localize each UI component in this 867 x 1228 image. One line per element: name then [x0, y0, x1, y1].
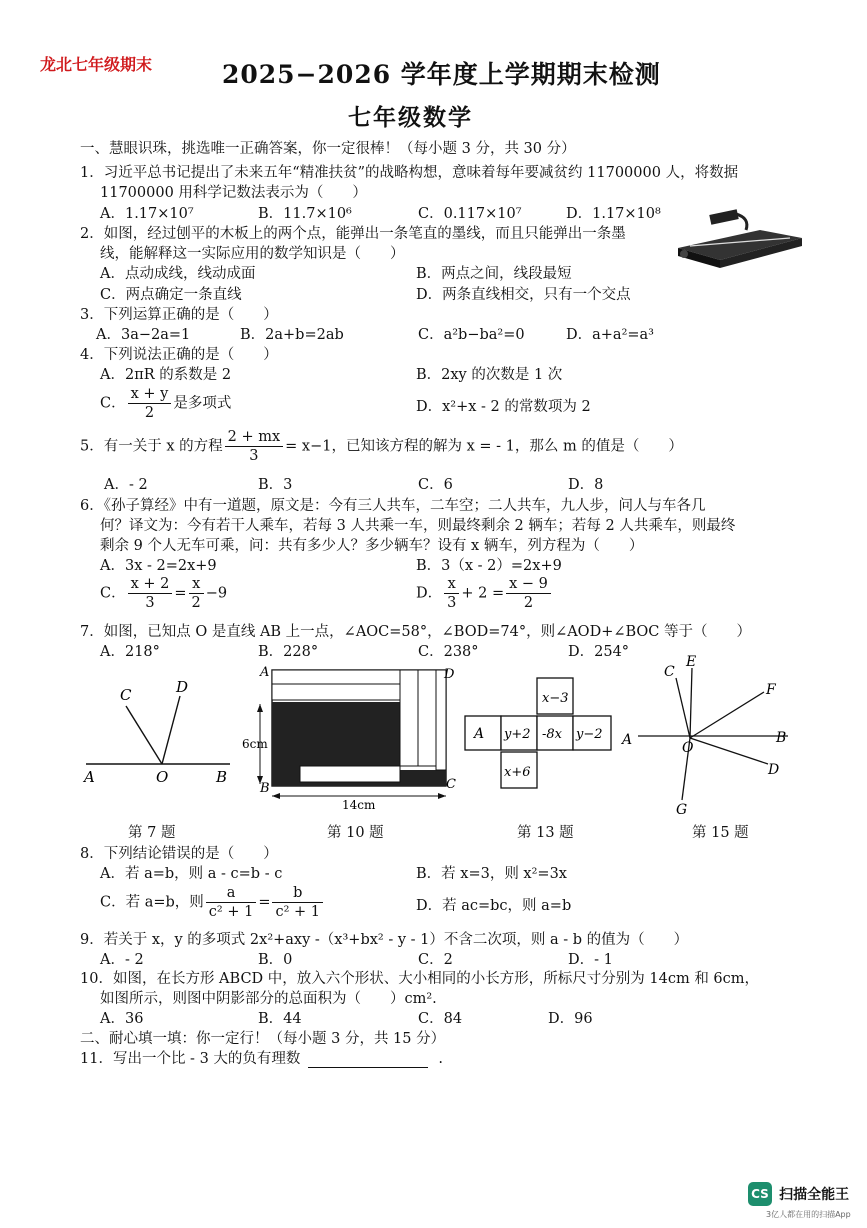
q3-option-b: B．2a+b=2ab: [240, 327, 344, 343]
q6-line2: 何？译文为：今有若干人乘车，若每 3 人共乘一车，则最终剩余 2 辆车；若每 2 人共乘车，则最终: [100, 518, 736, 534]
q2-line1: 2．如图，经过刨平的木板上的两个点，能弹出一条笔直的墨线，而且只能弹出一条墨: [80, 226, 626, 242]
fig15-label-f: F: [766, 682, 776, 698]
q6-option-a: A．3x - 2=2x+9: [100, 558, 217, 574]
q10-option-b: B．44: [258, 1011, 302, 1027]
q2-option-c: C．两点确定一条直线: [100, 287, 242, 303]
q4-stem: 4．下列说法正确的是（ ）: [80, 347, 278, 363]
q9-option-b: B．0: [258, 952, 293, 968]
fig15-label-d: D: [768, 762, 780, 778]
fig10-label-14cm: 14cm: [342, 798, 376, 812]
page-subtitle: 七年级数学: [348, 104, 473, 131]
q9-option-d: D．- 1: [568, 952, 613, 968]
q10-line2: 如图所示，则图中阴影部分的总面积为（ ）cm².: [100, 991, 437, 1007]
ink-line-board-illustration: [670, 208, 810, 270]
fig10-label-b: B: [260, 781, 270, 796]
q5-option-d: D．8: [568, 477, 604, 493]
fig10-label-d: D: [444, 667, 455, 682]
q3-option-c: C．a²b−ba²=0: [418, 327, 525, 343]
q8-option-d: D．若 ac=bc，则 a=b: [416, 898, 572, 914]
fig10-label-6cm: 6cm: [242, 737, 268, 751]
q6-line1: 6．《孙子算经》中有一道题，原文是：今有三人共车，二车空；二人共车，九人步，问人与车各几: [80, 498, 706, 514]
fig10-label-c: C: [446, 777, 456, 792]
q10-option-a: A．36: [100, 1011, 144, 1027]
q1-line2: 11700000 用科学记数法表示为（ ）: [100, 185, 367, 201]
q11: 11．写出一个比 - 3 大的负有理数 .: [80, 1051, 444, 1067]
section-1-heading: 一、慧眼识珠，挑选唯一正确答案，你一定很棒！（每小题 3 分，共 30 分）: [80, 141, 576, 157]
q6-option-c: C． $\frac{x + 2}{3}$ = $\frac{x}{2}$ −9: [100, 576, 228, 611]
fig13-cell-neg8x: -8x: [542, 727, 562, 742]
q4-option-d: D．x²+x - 2 的常数项为 2: [416, 399, 591, 415]
q8-option-b: B．若 x=3，则 x²=3x: [416, 866, 567, 882]
q7-option-c: C．238°: [418, 644, 479, 660]
q1-line1: 1．习近平总书记提出了未来五年“精准扶贫”的战略构想，意味着每年要减贫约 11700000 人，将数据: [80, 165, 739, 181]
fig7-label-a: A: [84, 768, 95, 786]
q4-option-c: C． $\frac{x + y}{2}$ 是多项式: [100, 386, 232, 421]
q9-option-a: A．- 2: [100, 952, 144, 968]
fig10-caption: 第 10 题: [327, 825, 384, 841]
fig13-cell-y-minus-2: y−2: [576, 727, 603, 742]
fig13-cell-top: x−3: [542, 691, 569, 706]
page-title: 2025−2026 学年度上学期期末检测: [222, 60, 661, 89]
figure-10: [240, 662, 462, 812]
q3-option-d: D．a+a²=a³: [566, 327, 654, 343]
q1-option-b: B．11.7×10⁶: [258, 206, 352, 222]
q7-option-a: A．218°: [100, 644, 160, 660]
fig15-label-o: O: [682, 740, 694, 756]
fig10-label-a: A: [260, 665, 270, 680]
fig13-cell-x-plus-6: x+6: [504, 765, 531, 780]
q9-stem: 9．若关于 x，y 的多项式 2x²+axy -（x³+bx² - y - 1）不含二次项，则 a - b 的值为（ ）: [80, 932, 689, 948]
fig7-caption: 第 7 题: [128, 825, 176, 841]
q7-option-b: B．228°: [258, 644, 319, 660]
scanner-watermark: [748, 1182, 849, 1206]
q5-option-b: B．3: [258, 477, 293, 493]
q6-option-b: B．3（x - 2）=2x+9: [416, 558, 562, 574]
q2-option-b: B．两点之间，线段最短: [416, 266, 572, 282]
q7-stem: 7．如图，已知点 O 是直线 AB 上一点，∠AOC=58°，∠BOD=74°，则∠AOD+∠BOC 等于（ ）: [80, 624, 752, 640]
q8-stem: 8．下列结论错误的是（ ）: [80, 846, 278, 862]
q10-option-c: C．84: [418, 1011, 463, 1027]
figure-13: [462, 676, 618, 794]
fig15-label-e: E: [686, 654, 697, 670]
fig15-label-g: G: [676, 802, 688, 818]
fig13-cell-y-plus-2: y+2: [504, 727, 531, 742]
fig7-label-o: O: [156, 768, 169, 786]
q2-option-d: D．两条直线相交，只有一个交点: [416, 287, 631, 303]
q11-answer-blank[interactable]: [308, 1053, 428, 1068]
q2-line2: 线，能解释这一实际应用的数学知识是（ ）: [100, 246, 405, 262]
scanner-brand: 扫描全能王: [779, 1187, 850, 1203]
figure-7: [80, 670, 240, 790]
q10-line1: 10．如图，在长方形 ABCD 中，放入六个形状、大小相同的小长方形，所标尺寸分别为 14cm 和 6cm，: [80, 971, 760, 987]
fig15-caption: 第 15 题: [692, 825, 749, 841]
fig7-label-d: D: [176, 678, 189, 696]
q10-option-d: D．96: [548, 1011, 593, 1027]
q4-option-b: B．2xy 的次数是 1 次: [416, 367, 563, 383]
fig13-caption: 第 13 题: [517, 825, 574, 841]
q4-option-a: A．2πR 的系数是 2: [100, 367, 232, 383]
q1-option-d: D．1.17×10⁸: [566, 206, 661, 222]
fig15-label-a: A: [622, 732, 633, 748]
scanner-logo-icon: CS: [748, 1182, 772, 1206]
q9-option-c: C．2: [418, 952, 453, 968]
scanner-tagline: 3亿人都在用的扫描App: [766, 1210, 851, 1219]
figure-15: [620, 654, 796, 818]
exam-tag: 龙北七年级期末: [40, 55, 153, 74]
q3-option-a: A．3a−2a=1: [96, 327, 191, 343]
q5-option-c: C．6: [418, 477, 453, 493]
fig7-label-c: C: [120, 686, 132, 704]
q6-option-d: D． $\frac{x}{3}$ + 2 = $\frac{x - 9}{2}$: [416, 575, 553, 612]
q6-line3: 剩余 9 个人无车可乘，问：共有多少人？多少辆车？设有 x 辆车，列方程为（ ）: [100, 538, 644, 554]
q2-option-a: A．点动成线，线动成面: [100, 266, 256, 282]
q3-stem: 3．下列运算正确的是（ ）: [80, 307, 278, 323]
q1-option-a: A．1.17×10⁷: [100, 206, 194, 222]
q1-option-c: C．0.117×10⁷: [418, 206, 522, 222]
fig15-label-b: B: [776, 730, 787, 746]
q5-stem: 5．有一关于 x 的方程 $\frac{2 + mx}{3}$ = x−1，已知该方程的解为 x = - 1，那么 m 的值是（ ）: [80, 429, 683, 464]
q7-option-d: D．254°: [568, 644, 630, 660]
q5-option-a: A．- 2: [104, 477, 148, 493]
fig7-label-b: B: [216, 768, 228, 786]
q8-option-a: A．若 a=b，则 a - c=b - c: [100, 866, 283, 882]
fig13-cell-a: A: [474, 726, 485, 742]
section-2-heading: 二、耐心填一填：你一定行！（每小题 3 分，共 15 分）: [80, 1031, 446, 1047]
q8-option-c: C．若 a=b，则 $\frac{a}{\text{c² + 1}}$ = $\frac{b}{\text{c² + 1}}$: [100, 884, 325, 921]
fig15-label-c: C: [664, 664, 675, 680]
